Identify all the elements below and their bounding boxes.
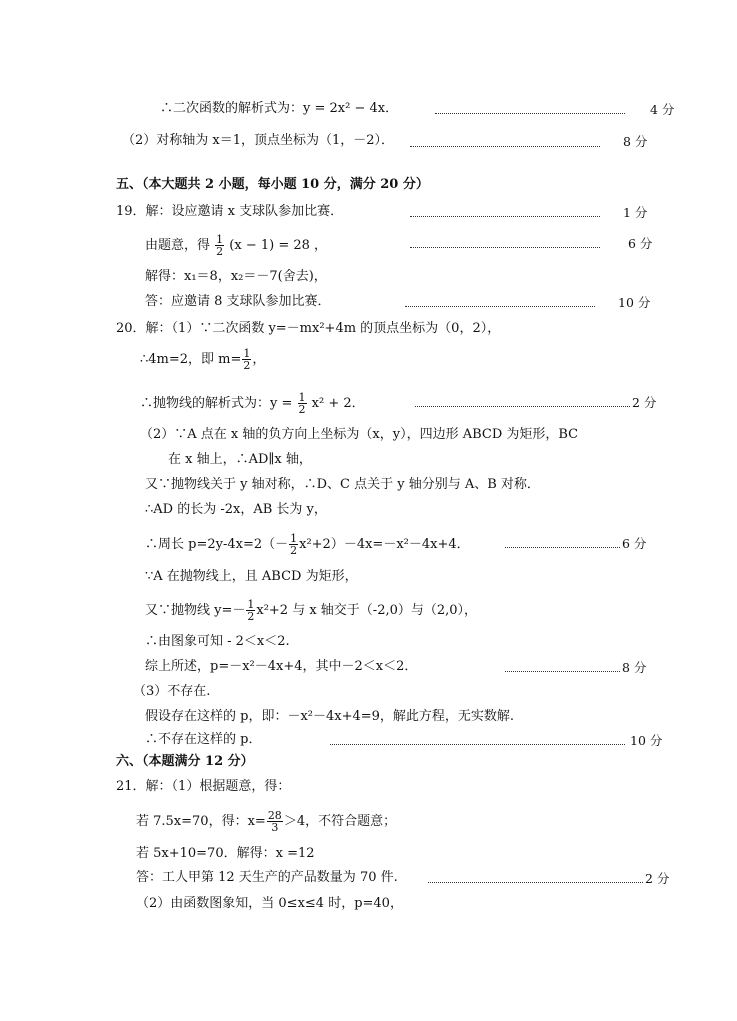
score-label: 10 分 xyxy=(630,733,663,748)
tail-part: ＞4，不符合题意； xyxy=(283,814,397,829)
text-line: 19．解：设应邀请 x 支球队参加比赛． xyxy=(116,204,344,219)
score-label: 1 分 xyxy=(623,205,648,220)
dot-leader xyxy=(415,406,630,407)
text-part: ∴4m=2，即 m= xyxy=(140,352,242,367)
text-part: 又∵抛物线 y=－ xyxy=(145,603,246,618)
tail-part: x²+2 与 x 轴交于（-2,0）与（2,0）， xyxy=(256,603,478,618)
score-label: 8 分 xyxy=(623,134,648,149)
denominator: 2 xyxy=(298,403,306,416)
text-line: ∵A 在抛物线上，且 ABCD 为矩形， xyxy=(145,569,358,584)
text-line: （3）不存在. xyxy=(133,684,211,699)
text-line xyxy=(136,810,396,833)
score-label: 2 分 xyxy=(645,871,670,886)
text-line: ∴二次函数的解析式为：y = 2x² − 4x． xyxy=(160,101,399,116)
text-line: （2）对称轴为 x＝1，顶点坐标为（1，－2）． xyxy=(122,133,395,148)
fraction xyxy=(289,533,298,556)
text-line: 又∵抛物线关于 y 轴对称，∴D、C 点关于 y 轴分别与 A、B 对称． xyxy=(145,477,540,492)
section-heading: 六、（本题满分 12 分） xyxy=(116,754,254,769)
score-label: 2 分 xyxy=(632,395,657,410)
numerator: 1 xyxy=(298,391,306,404)
tail-part: x²+2）－4x=－x²－4x+4． xyxy=(299,537,470,552)
fraction xyxy=(242,348,251,371)
denominator: 2 xyxy=(290,544,298,557)
text-line: 21．解：（1）根据题意，得： xyxy=(116,779,291,794)
score-label: 4 分 xyxy=(650,102,675,117)
tail-part: x² + 2． xyxy=(311,396,365,411)
score-label: 8 分 xyxy=(622,660,647,675)
text-line: 解得：x₁＝8，x₂＝－7(舍去)， xyxy=(145,269,327,284)
fraction xyxy=(246,599,255,622)
text-line: 答：应邀请 8 支球队参加比赛． xyxy=(145,294,331,309)
fraction xyxy=(267,810,283,833)
text-line: ∴由图象可知 - 2＜x＜2. xyxy=(145,634,290,649)
text-line xyxy=(140,348,265,371)
score-label: 6 分 xyxy=(622,536,647,551)
denominator: 2 xyxy=(216,245,224,258)
numerator: 28 xyxy=(267,809,282,822)
text-line xyxy=(145,533,470,556)
text-part: ∴抛物线的解析式为：y = xyxy=(140,396,293,411)
text-line: 假设存在这样的 p，即：－x²－4x+4=9，解此方程，无实数解. xyxy=(145,709,515,724)
numerator: 1 xyxy=(216,233,224,246)
section-heading: 五、（本大题共 2 小题，每小题 10 分，满分 20 分） xyxy=(116,177,429,192)
numerator: 1 xyxy=(290,532,298,545)
text-line: （2）由函数图象知，当 0≤x≤4 时，p=40， xyxy=(136,896,403,911)
dot-leader xyxy=(505,547,620,548)
denominator: 2 xyxy=(247,610,255,623)
text-part: ∴周长 p=2y-4x=2（－ xyxy=(145,537,289,552)
dot-leader xyxy=(405,306,595,307)
dot-leader xyxy=(410,247,600,248)
text-line: 若 5x+10=70．解得：x =12 xyxy=(136,846,315,861)
text-line: （2）∵A 点在 x 轴的负方向上坐标为（x，y），四边形 ABCD 为矩形，BC xyxy=(140,427,579,442)
text-line: 20．解：（1）∵二次函数 y=－mx²+4m 的顶点坐标为（0，2）， xyxy=(116,321,501,336)
denominator: 3 xyxy=(271,821,279,834)
dot-leader xyxy=(428,882,643,883)
fraction xyxy=(298,392,307,415)
score-label: 6 分 xyxy=(628,236,653,251)
text-line: 答：工人甲第 12 天生产的产品数量为 70 件. xyxy=(136,870,398,885)
dot-leader xyxy=(410,216,600,217)
dot-leader xyxy=(410,146,600,147)
numerator: 1 xyxy=(243,347,251,360)
dot-leader xyxy=(330,744,625,745)
text-part: 由题意，得 xyxy=(145,238,211,253)
fraction xyxy=(215,234,224,257)
denominator: 2 xyxy=(243,359,251,372)
text-part: 若 7.5x=70，得：x= xyxy=(136,814,266,829)
text-line xyxy=(140,392,365,415)
text-line xyxy=(145,599,477,622)
text-line: 综上所述，p=－x²－4x+4，其中－2＜x＜2． xyxy=(145,659,418,674)
text-line: 在 x 轴上，∴AD∥x 轴， xyxy=(168,452,312,467)
math-part: (x − 1) = 28 ， xyxy=(229,238,328,253)
tail-part: ， xyxy=(252,352,266,367)
dot-leader xyxy=(435,113,625,114)
dot-leader xyxy=(505,671,620,672)
score-label: 10 分 xyxy=(618,295,651,310)
numerator: 1 xyxy=(247,598,255,611)
text-line xyxy=(145,234,327,257)
text-line: ∴AD 的长为 -2x，AB 长为 y， xyxy=(145,502,327,517)
text-line: ∴不存在这样的 p． xyxy=(145,732,262,747)
